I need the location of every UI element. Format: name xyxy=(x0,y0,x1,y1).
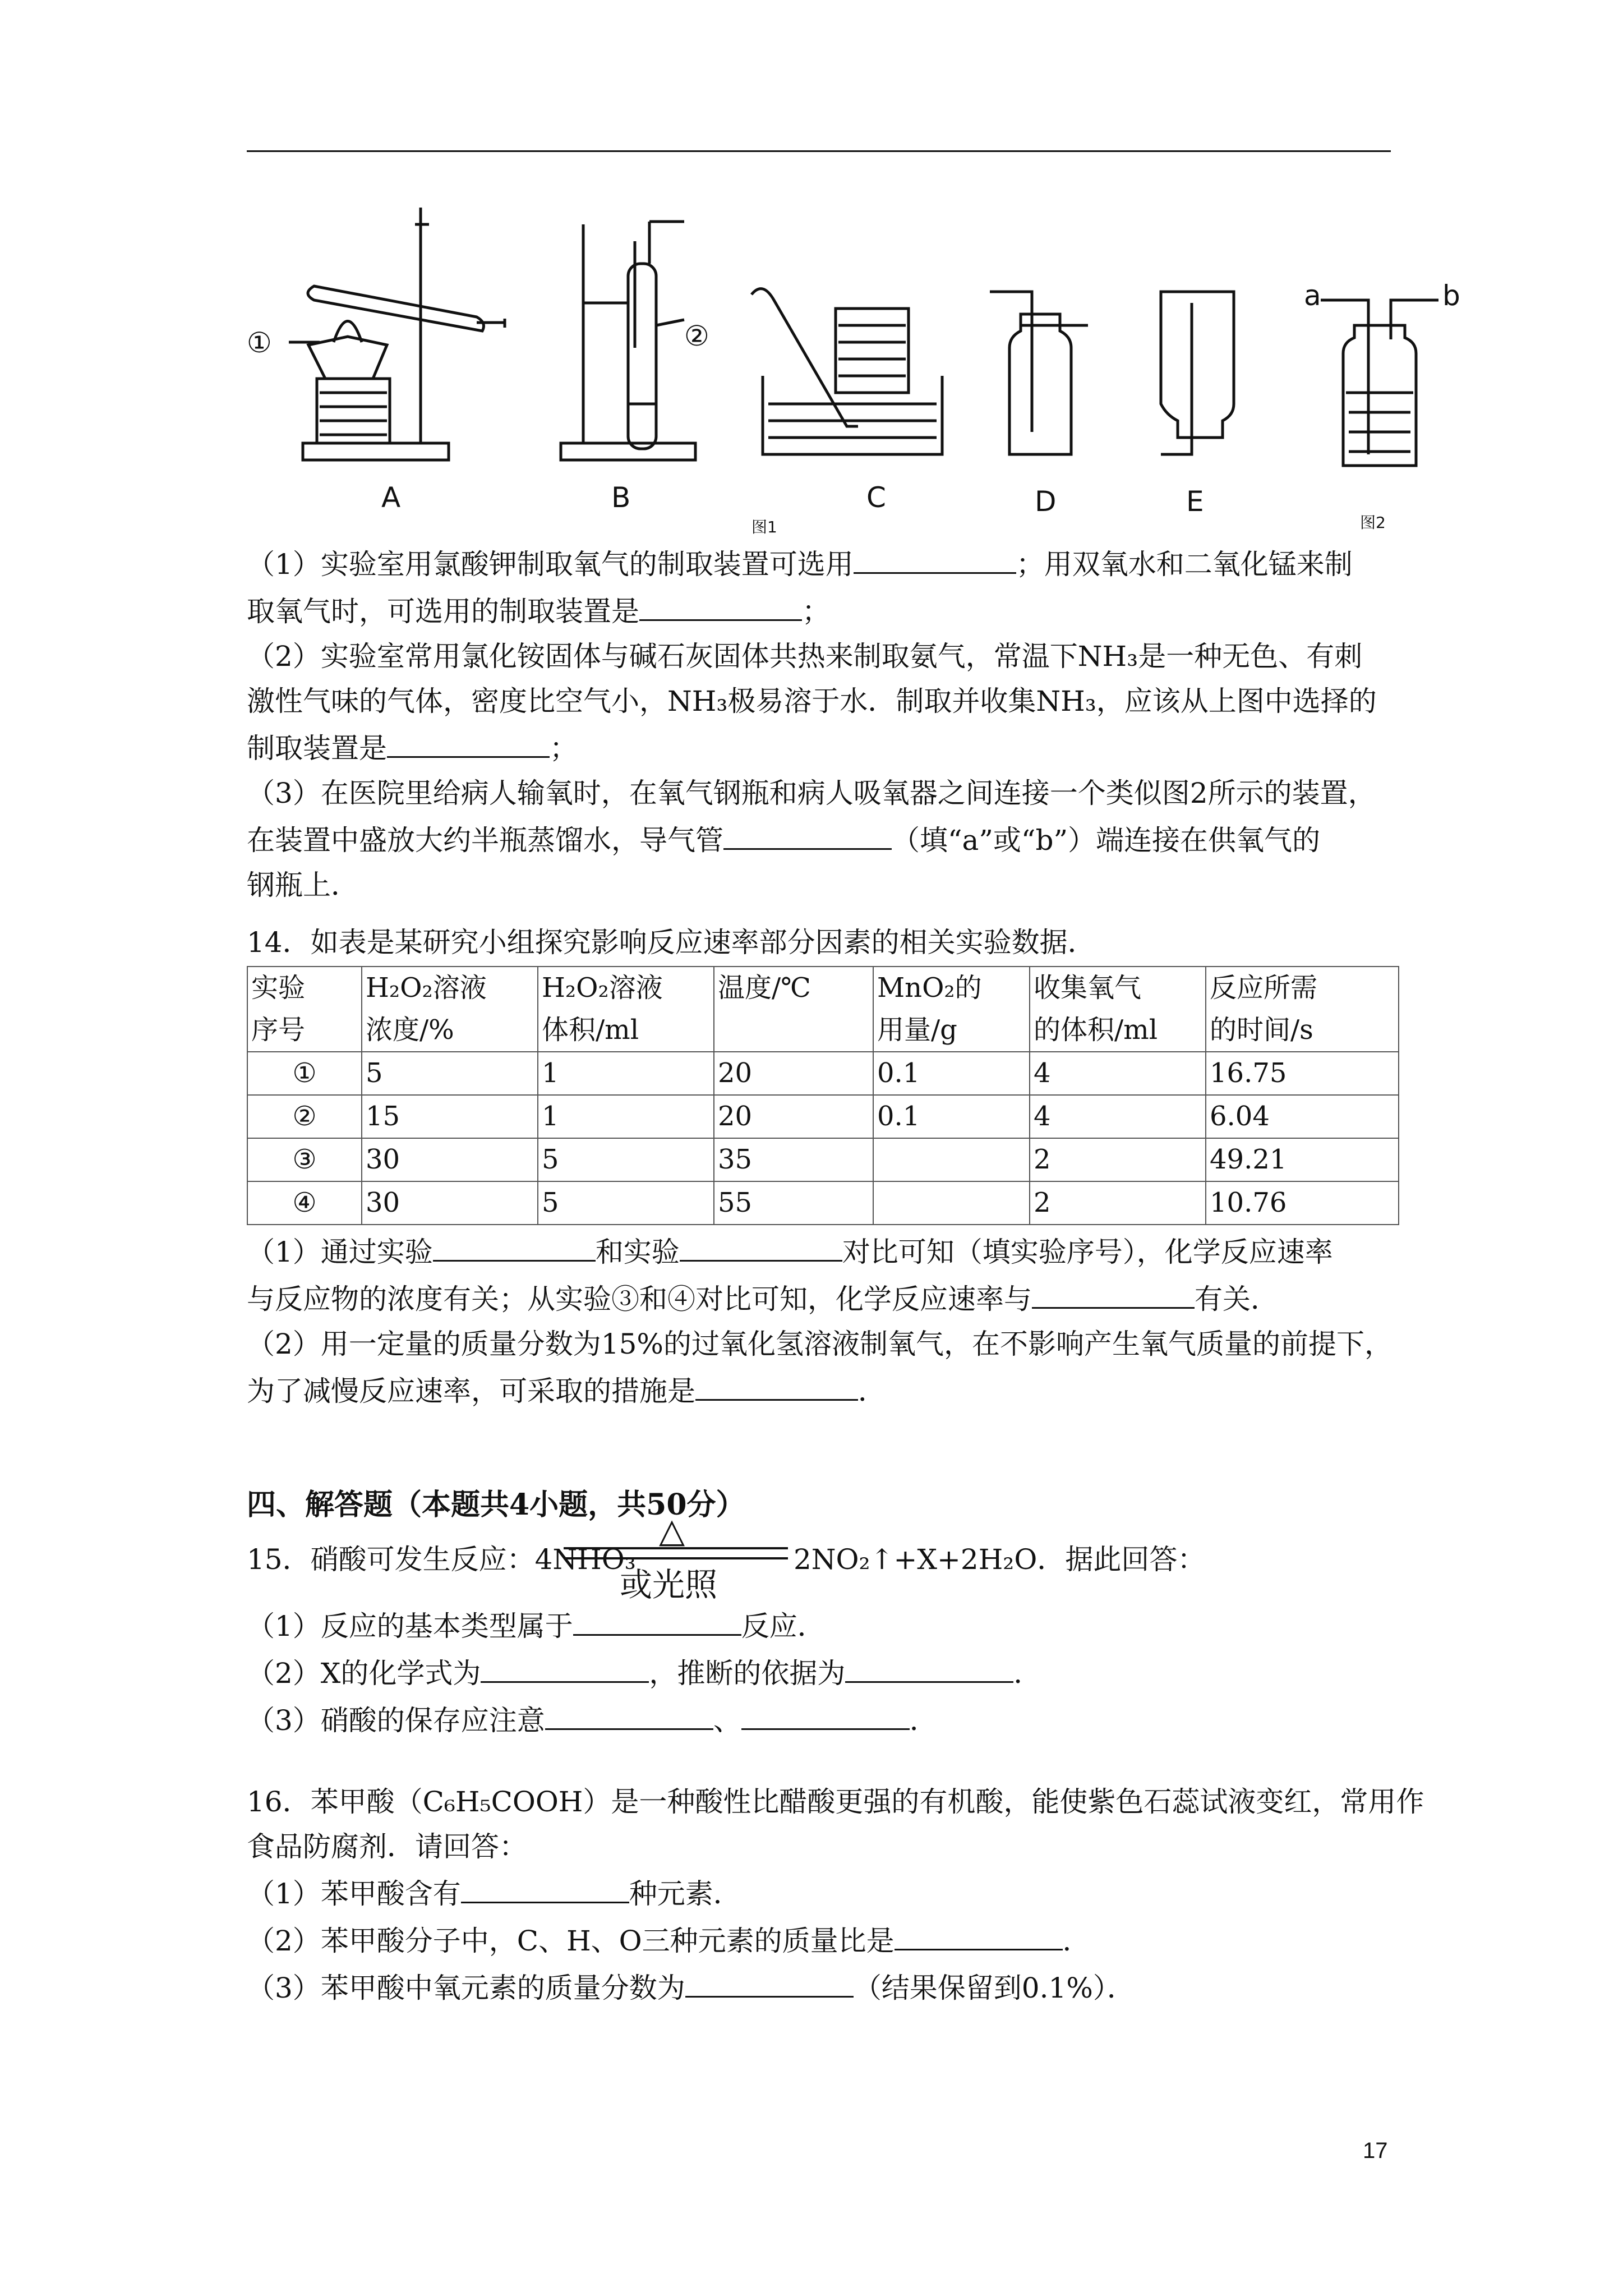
answer-blank[interactable] xyxy=(854,540,1016,574)
q15-text: ． xyxy=(909,1704,938,1737)
table-cell: 30 xyxy=(362,1138,538,1181)
q16-text: （1）苯甲酸含有 xyxy=(247,1878,461,1910)
table-cell: 55 xyxy=(714,1181,873,1225)
table-cell: 49.21 xyxy=(1206,1138,1399,1181)
page-number: 17 xyxy=(1363,2138,1388,2163)
q13-text: ； xyxy=(802,595,830,628)
table-cell: 5 xyxy=(362,1052,538,1095)
table-row xyxy=(247,1138,1399,1181)
circle-label-1: ① xyxy=(247,326,272,359)
condition-above: △ xyxy=(659,1511,685,1550)
header-cell: 反应所需 的时间/s xyxy=(1206,967,1399,1052)
q15-text: （1）反应的基本类型属于 xyxy=(247,1610,573,1642)
answer-blank[interactable] xyxy=(433,1227,596,1262)
q14-text: （2）用一定量的质量分数为15%的过氧化氢溶液制氧气，在不影响产生氧气质量的前提下， xyxy=(247,1328,1393,1360)
q16-text: （3）苯甲酸中氧元素的质量分数为 xyxy=(247,1972,685,2004)
q13-text: 制取装置是 xyxy=(247,732,387,765)
q16-text: （2）苯甲酸分子中，C、H、O三种元素的质量比是 xyxy=(247,1925,895,1957)
apparatus-label-e: E xyxy=(1186,485,1204,518)
header-rule xyxy=(247,150,1391,152)
q15-text: ． xyxy=(1013,1657,1042,1690)
q14-text: 对比可知（填实验序号），化学反应速率 xyxy=(842,1236,1333,1268)
header-cell: 实验 序号 xyxy=(247,967,362,1052)
q14-text: 与反应物的浓度有关；从实验③和④对比可知，化学反应速率与 xyxy=(247,1283,1032,1315)
table-cell xyxy=(873,1138,1030,1181)
question-13-body xyxy=(247,540,1391,908)
apparatus-a xyxy=(289,208,505,460)
q13-text: （2）实验室常用氯化铵固体与碱石灰固体共热来制取氨气，常温下NH₃是一种无色、有刺 xyxy=(247,640,1363,673)
table-cell xyxy=(873,1181,1030,1225)
q16-text: （结果保留到0.1%）． xyxy=(853,1972,1135,2004)
q13-text: ； xyxy=(550,732,578,765)
header-cell: H₂O₂溶液 体积/ml xyxy=(538,967,714,1052)
table-cell: 20 xyxy=(714,1052,873,1095)
answer-blank[interactable] xyxy=(680,1227,842,1262)
q16-text: 16．苯甲酸（C₆H₅COOH）是一种酸性比醋酸更强的有机酸，能使紫色石蕊试液变红，常用作 xyxy=(247,1786,1424,1818)
equation-right: 2NO₂↑+X+2H₂O．据此回答： xyxy=(794,1543,1206,1576)
question-14-intro xyxy=(247,920,1391,965)
header-cell: MnO₂的 用量/g xyxy=(873,967,1030,1052)
answer-blank[interactable] xyxy=(741,1696,910,1730)
q14-text: （1）通过实验 xyxy=(247,1236,433,1268)
question-15-equation xyxy=(247,1511,1391,1604)
answer-blank[interactable] xyxy=(895,1916,1063,1950)
port-label-a: a xyxy=(1304,279,1321,312)
apparatus-e xyxy=(1161,292,1234,454)
table-cell: 0.1 xyxy=(873,1095,1030,1138)
section-heading: 四、解答题（本题共4小题，共50分） xyxy=(247,1488,745,1522)
table-cell: 5 xyxy=(538,1138,714,1181)
table-cell: 6.04 xyxy=(1206,1095,1399,1138)
answer-blank[interactable] xyxy=(481,1649,649,1683)
table-row xyxy=(247,1181,1399,1225)
apparatus-label-d: D xyxy=(1035,485,1057,518)
answer-blank[interactable] xyxy=(723,816,892,850)
table-cell: 5 xyxy=(538,1181,714,1225)
q15-text: ，推断的依据为 xyxy=(649,1657,846,1690)
apparatus-b xyxy=(561,222,695,460)
answer-blank[interactable] xyxy=(461,1869,629,1903)
answer-blank[interactable] xyxy=(573,1602,741,1636)
table-cell: 15 xyxy=(362,1095,538,1138)
table-cell: 30 xyxy=(362,1181,538,1225)
q15-text: （3）硝酸的保存应注意 xyxy=(247,1704,545,1737)
q13-text: （填“a”或“b”）端连接在供氧气的 xyxy=(892,824,1321,857)
port-label-b: b xyxy=(1442,279,1460,312)
q13-text: 在装置中盛放大约半瓶蒸馏水，导气管 xyxy=(247,824,723,857)
apparatus-fig2 xyxy=(1321,300,1438,466)
table-header-row xyxy=(247,967,1399,1052)
answer-blank[interactable] xyxy=(695,1366,858,1401)
experiment-table xyxy=(247,966,1399,1225)
apparatus-label-c: C xyxy=(866,481,886,514)
q16-text: ． xyxy=(1062,1925,1091,1957)
answer-blank[interactable] xyxy=(1032,1274,1195,1309)
apparatus-c xyxy=(751,289,942,454)
header-cell: 收集氧气 的体积/ml xyxy=(1030,967,1206,1052)
q14-text: 为了减慢反应速率，可采取的措施是 xyxy=(247,1375,695,1407)
q13-text: ；用双氧水和二氧化锰来制 xyxy=(1016,548,1353,581)
q14-text: 和实验 xyxy=(595,1236,680,1268)
apparatus-label-b: B xyxy=(611,481,631,514)
answer-blank[interactable] xyxy=(845,1649,1013,1683)
answer-blank[interactable] xyxy=(685,1963,854,1998)
q13-text: 取氧气时，可选用的制取装置是 xyxy=(247,595,639,628)
table-cell: ① xyxy=(247,1052,362,1095)
question-14-body xyxy=(247,1227,1391,1414)
q14-text: ． xyxy=(858,1375,886,1407)
q15-text: （2）X的化学式为 xyxy=(247,1657,481,1690)
apparatus-label-a: A xyxy=(381,481,401,514)
table-cell: ② xyxy=(247,1095,362,1138)
equation-left: 15．硝酸可发生反应：4NHO₃ xyxy=(247,1543,636,1576)
table-row xyxy=(247,1095,1399,1138)
condition-below: 或光照 xyxy=(620,1566,718,1604)
q13-text: （3）在医院里给病人输氧时，在氧气钢瓶和病人吸氧器之间连接一个类似图2所示的装置， xyxy=(247,777,1376,809)
q14-intro-text: 14．如表是某研究小组探究影响反应速率部分因素的相关实验数据． xyxy=(247,926,1096,959)
table-cell: 4 xyxy=(1030,1052,1206,1095)
header-cell: 温度/℃ xyxy=(714,967,873,1052)
circle-label-2: ② xyxy=(684,320,709,352)
table-cell: 35 xyxy=(714,1138,873,1181)
q13-text: 激性气味的气体，密度比空气小，NH₃极易溶于水．制取并收集NH₃，应该从上图中选择的 xyxy=(247,685,1377,717)
q14-text: 有关． xyxy=(1195,1283,1279,1315)
answer-blank[interactable] xyxy=(545,1696,713,1730)
question-16-body xyxy=(247,1779,1424,2010)
table-cell: 4 xyxy=(1030,1095,1206,1138)
header-cell: H₂O₂溶液 浓度/% xyxy=(362,967,538,1052)
table-cell: 0.1 xyxy=(873,1052,1030,1095)
q13-text: （1）实验室用氯酸钾制取氧气的制取装置可选用 xyxy=(247,548,854,581)
figure-1-label: 图1 xyxy=(751,518,777,536)
apparatus-figure xyxy=(236,191,1469,539)
table-cell: 2 xyxy=(1030,1138,1206,1181)
q15-text: 、 xyxy=(713,1704,741,1737)
table-cell: 10.76 xyxy=(1206,1181,1399,1225)
table-cell: ④ xyxy=(247,1181,362,1225)
table-cell: 1 xyxy=(538,1095,714,1138)
table-cell: 1 xyxy=(538,1052,714,1095)
table-row xyxy=(247,1052,1399,1095)
q16-text: 种元素． xyxy=(629,1878,741,1910)
answer-blank[interactable] xyxy=(639,587,802,621)
table-cell: ③ xyxy=(247,1138,362,1181)
figure-2-label: 图2 xyxy=(1360,513,1386,532)
table-cell: 16.75 xyxy=(1206,1052,1399,1095)
q16-text: 食品防腐剂．请回答： xyxy=(247,1830,527,1863)
q15-text: 反应． xyxy=(741,1610,826,1642)
table-cell: 2 xyxy=(1030,1181,1206,1225)
table-cell: 20 xyxy=(714,1095,873,1138)
answer-blank[interactable] xyxy=(387,724,550,758)
apparatus-d xyxy=(990,292,1088,454)
q13-text: 钢瓶上． xyxy=(247,869,359,901)
question-15-body xyxy=(247,1602,1391,1743)
